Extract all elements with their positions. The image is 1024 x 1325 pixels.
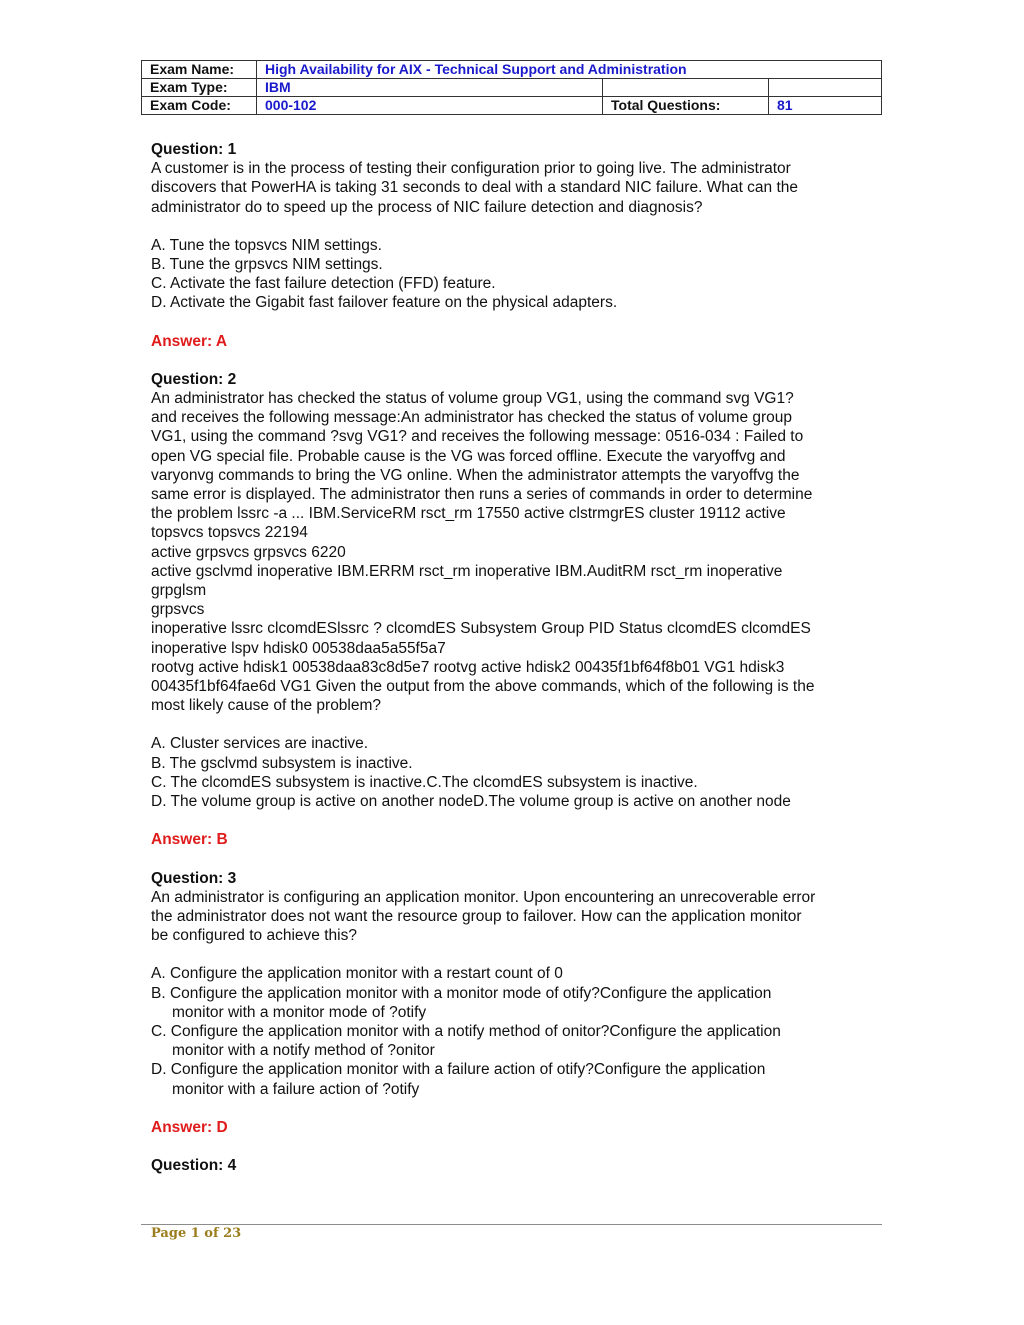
question-text-line: grpsvcs: [151, 601, 205, 619]
answer-option-continuation: monitor with a failure action of ?otify: [172, 1080, 420, 1098]
question-text-line: VG1, using the command ?svg VG1? and receives the following message: 0516-034 : Failed to: [151, 428, 804, 446]
question-text-line: inoperative lssrc clcomdESlssrc ? clcomdES Subsystem Group PID Status clcomdES clcomdES: [151, 620, 811, 638]
answer-option: A. Cluster services are inactive.: [151, 735, 369, 753]
question-text-line: the problem lssrc -a ... IBM.ServiceRM rsct_rm 17550 active clstrmgrES cluster 19112 active: [151, 505, 786, 523]
exam-name-value: High Availability for AIX - Technical Support and Administration: [257, 61, 882, 79]
answer-option: C. Activate the fast failure detection (FFD) feature.: [151, 275, 496, 293]
question-text-line: topsvcs topsvcs 22194: [151, 524, 308, 542]
empty-cell: [603, 79, 769, 97]
empty-cell: [769, 79, 882, 97]
question-text-line: be configured to achieve this?: [151, 927, 357, 945]
question-title: Question: 4: [151, 1156, 237, 1174]
question-text-line: active gsclvmd inoperative IBM.ERRM rsct_rm inoperative IBM.AuditRM rsct_rm inoperative: [151, 562, 783, 580]
answer-key: Answer: A: [151, 332, 228, 350]
question-text-line: varyonvg commands to bring the VG online. When the administrator attempts the varyoffvg the: [151, 466, 800, 484]
exam-code-label: Exam Code:: [142, 97, 257, 115]
answer-option-continuation: monitor with a monitor mode of ?otify: [172, 1003, 427, 1021]
question-title: Question: 2: [151, 370, 237, 388]
question-text-line: grpglsm: [151, 582, 207, 600]
answer-option: D. Configure the application monitor with a failure action of otify?Configure the application: [151, 1061, 766, 1079]
questions-content: [151, 140, 881, 1175]
answer-option: C. Configure the application monitor with a notify method of onitor?Configure the application: [151, 1022, 781, 1040]
answer-option: C. The clcomdES subsystem is inactive.C.The clcomdES subsystem is inactive.: [151, 773, 698, 791]
exam-type-value: IBM: [257, 79, 603, 97]
question-title: Question: 1: [151, 141, 237, 158]
question-text-line: discovers that PowerHA is taking 31 seconds to deal with a standard NIC failure. What can the: [151, 179, 799, 197]
question-text-line: An administrator has checked the status of volume group VG1, using the command svg VG1?: [151, 390, 794, 408]
question-text-line: the administrator does not want the resource group to failover. How can the application monitor: [151, 907, 802, 925]
question-text-line: and receives the following message:An administrator has checked the status of volume group: [151, 409, 793, 427]
answer-key: Answer: B: [151, 831, 228, 849]
exam-name-row: [142, 61, 882, 79]
exam-code-row: [142, 97, 882, 115]
exam-name-label: Exam Name:: [142, 61, 257, 79]
question-text-line: active grpsvcs grpsvcs 6220: [151, 543, 346, 561]
question-text-line: rootvg active hdisk1 00538daa83c8d5e7 rootvg active hdisk2 00435f1bf64f8b01 VG1 hdisk3: [151, 658, 785, 676]
question-text-line: most likely cause of the problem?: [151, 697, 382, 715]
exam-info-table: [141, 60, 882, 115]
answer-option: B. Tune the grpsvcs NIM settings.: [151, 256, 383, 274]
answer-key: Answer: D: [151, 1118, 228, 1136]
question-text-line: same error is displayed. The administrator then runs a series of commands in order to determine: [151, 486, 813, 504]
question-text-line: administrator do to speed up the process of NIC failure detection and diagnosis?: [151, 198, 703, 216]
question-text-line: An administrator is configuring an application monitor. Upon encountering an unrecoverable error: [151, 888, 816, 906]
answer-option: A. Tune the topsvcs NIM settings.: [151, 236, 382, 254]
total-questions-value: 81: [769, 97, 882, 115]
answer-option: B. Configure the application monitor with a monitor mode of otify?Configure the application: [151, 984, 772, 1002]
question-title: Question: 3: [151, 869, 237, 887]
answer-option: D. Activate the Gigabit fast failover feature on the physical adapters.: [151, 294, 618, 312]
page-number: Page 1 of 23: [151, 1226, 242, 1241]
question-text-line: inoperative lspv hdisk0 00538daa5a55f5a7: [151, 639, 446, 657]
total-questions-label: Total Questions:: [603, 97, 769, 115]
answer-option: D. The volume group is active on another nodeD.The volume group is active on another node: [151, 793, 791, 811]
exam-type-row: [142, 79, 882, 97]
exam-code-value: 000-102: [257, 97, 603, 115]
exam-type-label: Exam Type:: [142, 79, 257, 97]
footer-divider: [141, 1224, 882, 1225]
answer-option: B. The gsclvmd subsystem is inactive.: [151, 754, 413, 772]
answer-option-continuation: monitor with a notify method of ?onitor: [172, 1042, 435, 1060]
answer-option: A. Configure the application monitor with a restart count of 0: [151, 965, 563, 983]
question-text-line: 00435f1bf64fae6d VG1 Given the output from the above commands, which of the following is the: [151, 678, 815, 696]
question-text-line: open VG special file. Probable cause is the VG was forced offline. Execute the varyoffvg and: [151, 447, 786, 465]
question-text-line: A customer is in the process of testing their configuration prior to going live. The administrator: [151, 160, 791, 178]
